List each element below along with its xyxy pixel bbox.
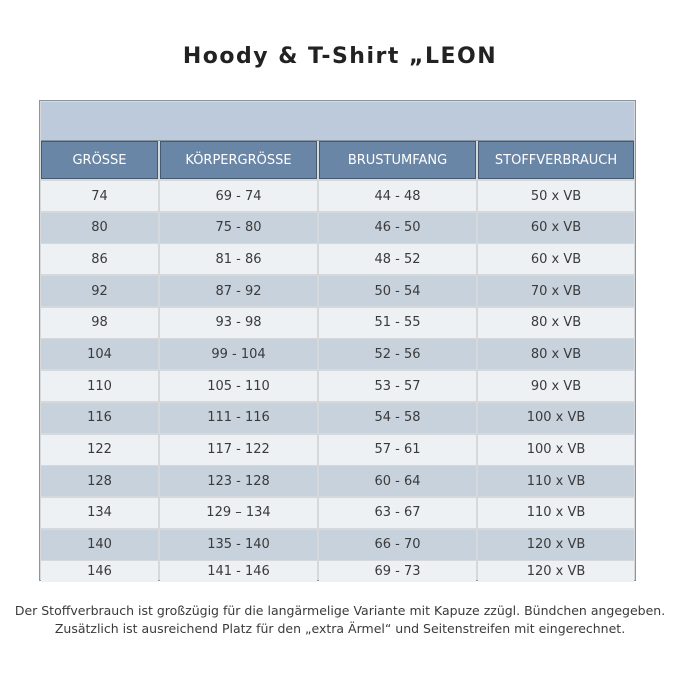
table-row [41, 213, 634, 243]
table-header-row [41, 141, 634, 179]
cell-groesse: 98 [41, 308, 158, 338]
table-row [41, 276, 634, 306]
cell-groesse: 104 [41, 339, 158, 369]
table-row [41, 244, 634, 274]
cell-stoffverbrauch: 110 x VB [478, 498, 634, 528]
table-row [41, 403, 634, 433]
footnote-line-2: Zusätzlich ist ausreichend Platz für den „extra Ärmel“ und Seitenstreifen mit eingerechnet. [54, 621, 626, 636]
cell-stoffverbrauch: 70 x VB [478, 276, 634, 306]
cell-koerpergroesse: 69 - 74 [160, 181, 317, 211]
table-row [41, 498, 634, 528]
table-row [41, 339, 634, 369]
cell-brustumfang: 66 - 70 [319, 530, 476, 560]
page-title: Hoody & T-Shirt „LEON [182, 44, 498, 69]
header-groesse: GRÖSSE [41, 141, 158, 179]
table-row [41, 181, 634, 211]
cell-brustumfang: 52 - 56 [319, 339, 476, 369]
table-row [41, 466, 634, 496]
cell-brustumfang: 69 - 73 [319, 561, 476, 582]
cell-koerpergroesse: 123 - 128 [160, 466, 317, 496]
cell-stoffverbrauch: 80 x VB [478, 308, 634, 338]
table-row [41, 371, 634, 401]
cell-koerpergroesse: 141 - 146 [160, 561, 317, 582]
cell-brustumfang: 48 - 52 [319, 244, 476, 274]
cell-brustumfang: 51 - 55 [319, 308, 476, 338]
cell-koerpergroesse: 99 - 104 [160, 339, 317, 369]
cell-stoffverbrauch: 110 x VB [478, 466, 634, 496]
footnote-line-1: Der Stoffverbrauch ist großzügig für die langärmelige Variante mit Kapuze zzügl. Bündchen angegeben. [14, 603, 666, 618]
table-row [41, 530, 634, 560]
header-koerpergroesse: KÖRPERGRÖSSE [160, 141, 317, 179]
size-table [39, 100, 636, 581]
cell-koerpergroesse: 111 - 116 [160, 403, 317, 433]
cell-groesse: 140 [41, 530, 158, 560]
cell-groesse: 122 [41, 435, 158, 465]
cell-stoffverbrauch: 90 x VB [478, 371, 634, 401]
cell-brustumfang: 63 - 67 [319, 498, 476, 528]
cell-koerpergroesse: 129 – 134 [160, 498, 317, 528]
table-row [41, 435, 634, 465]
cell-koerpergroesse: 87 - 92 [160, 276, 317, 306]
cell-stoffverbrauch: 50 x VB [478, 181, 634, 211]
cell-stoffverbrauch: 120 x VB [478, 561, 634, 582]
cell-brustumfang: 50 - 54 [319, 276, 476, 306]
cell-brustumfang: 46 - 50 [319, 213, 476, 243]
cell-brustumfang: 57 - 61 [319, 435, 476, 465]
table-body [41, 181, 634, 584]
cell-stoffverbrauch: 60 x VB [478, 213, 634, 243]
cell-brustumfang: 53 - 57 [319, 371, 476, 401]
cell-koerpergroesse: 117 - 122 [160, 435, 317, 465]
header-brustumfang: BRUSTUMFANG [319, 141, 476, 179]
cell-groesse: 86 [41, 244, 158, 274]
cell-brustumfang: 54 - 58 [319, 403, 476, 433]
cell-groesse: 110 [41, 371, 158, 401]
table-row [41, 561, 634, 582]
header-stoffverbrauch: STOFFVERBRAUCH [478, 141, 634, 179]
cell-stoffverbrauch: 100 x VB [478, 403, 634, 433]
cell-groesse: 146 [41, 561, 158, 582]
cell-koerpergroesse: 93 - 98 [160, 308, 317, 338]
cell-groesse: 134 [41, 498, 158, 528]
cell-stoffverbrauch: 60 x VB [478, 244, 634, 274]
cell-groesse: 128 [41, 466, 158, 496]
cell-stoffverbrauch: 80 x VB [478, 339, 634, 369]
cell-koerpergroesse: 81 - 86 [160, 244, 317, 274]
table-banner [41, 102, 634, 141]
cell-koerpergroesse: 105 - 110 [160, 371, 317, 401]
cell-brustumfang: 60 - 64 [319, 466, 476, 496]
cell-brustumfang: 44 - 48 [319, 181, 476, 211]
cell-stoffverbrauch: 100 x VB [478, 435, 634, 465]
cell-stoffverbrauch: 120 x VB [478, 530, 634, 560]
cell-groesse: 92 [41, 276, 158, 306]
cell-groesse: 116 [41, 403, 158, 433]
table-row [41, 308, 634, 338]
cell-groesse: 74 [41, 181, 158, 211]
cell-koerpergroesse: 75 - 80 [160, 213, 317, 243]
cell-koerpergroesse: 135 - 140 [160, 530, 317, 560]
footnote [0, 602, 680, 638]
cell-groesse: 80 [41, 213, 158, 243]
